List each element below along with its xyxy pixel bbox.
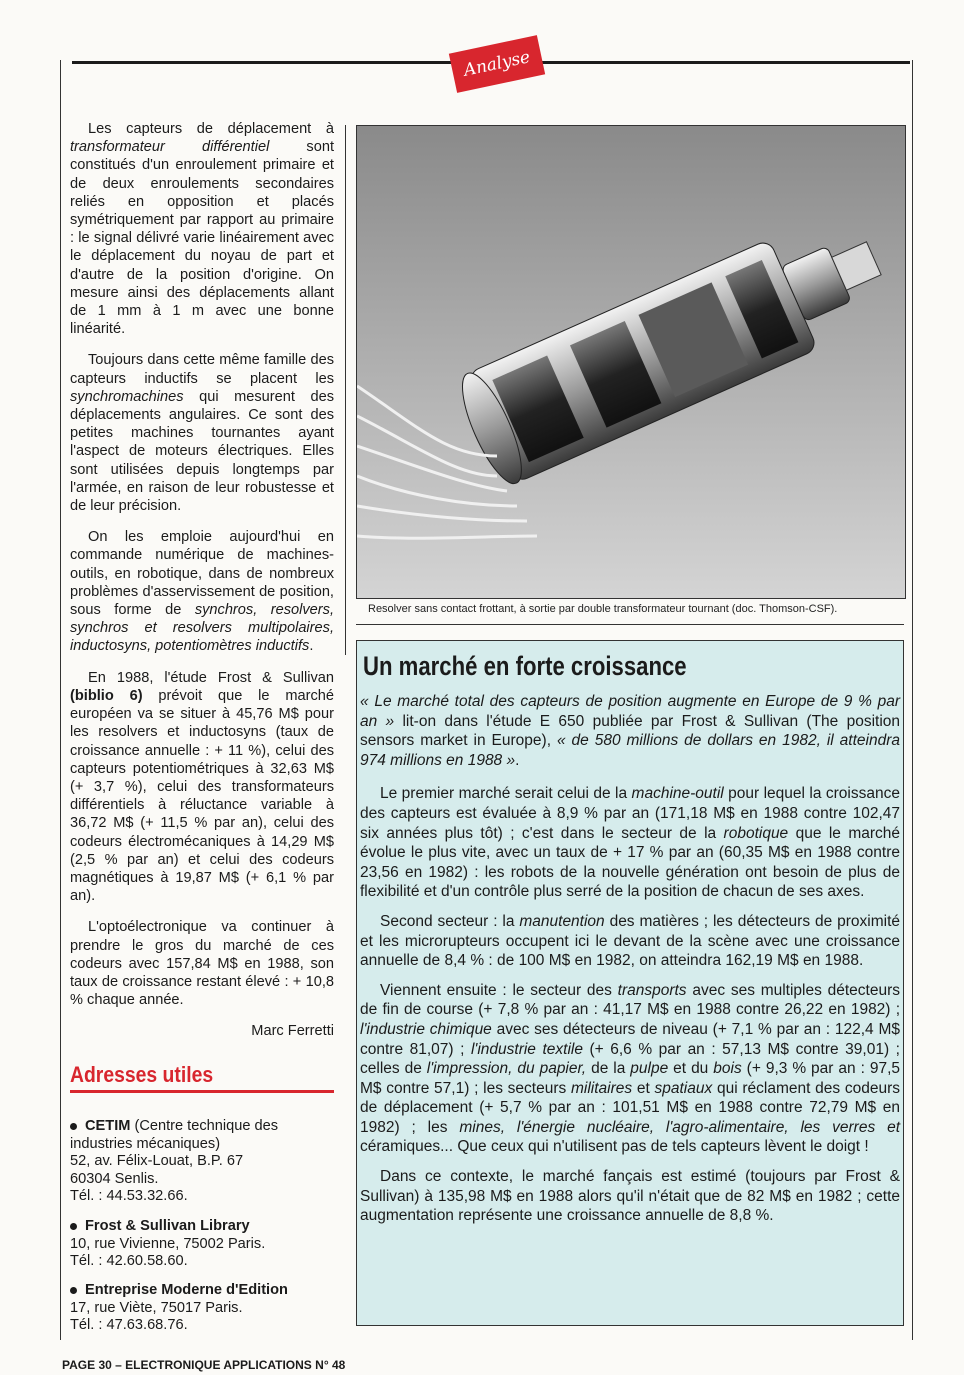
address-cetim: CETIM (Centre technique des industries mécaniques) 52, av. Félix-Louat, B.P. 67 60304 Senlis. Tél. : 44.53.32.66. [70, 1118, 279, 1204]
box-paragraph-4: Dans ce contexte, le marché fançais est estimé (toujours par Frost & Sullivan) à 135,98 M$ en 1988 alors qu'il n'était que de 82 M$ en 1982 ; cette augmentation représente une croissance annuelle de 8,8 %. [360, 1168, 900, 1225]
section-badge: Analyse [449, 35, 545, 93]
bullet-icon [70, 1287, 77, 1294]
box-title: Un marché en forte croissance [363, 651, 687, 681]
page-footer: PAGE 30 – ELECTRONIQUE APPLICATIONS N° 48 [62, 1358, 346, 1372]
address-frost-sullivan: Frost & Sullivan Library 10, rue Vivienne, 75002 Paris. Tél. : 42.60.58.60. [70, 1218, 266, 1269]
paragraph-5: L'optoélectronique va continuer à prendre le gros du marché de ces codeurs avec 157,84 M$ en 1988, son taux de croissance restant élevé : + 10,8 % chaque année. [70, 919, 334, 1009]
left-margin-rule [60, 60, 61, 1340]
address-entreprise-moderne: Entreprise Moderne d'Edition 17, rue Viète, 75017 Paris. Tél. : 47.63.68.76. [70, 1282, 288, 1333]
photo-caption: Resolver sans contact frottant, à sortie par double transformateur tournant (doc. Thomson-CSF). [368, 603, 838, 615]
caption-rule [356, 624, 904, 625]
box-intro: « Le marché total des capteurs de position augmente en Europe de 9 % par an » lit-on dans l'étude E 650 publiée par Frost & Sullivan (The position sensors market in Europe), « de 580 millions de dollars en 1982, il atteindra 974 millions en 1988 ». [360, 693, 901, 769]
addresses-title: Adresses utiles [70, 1062, 214, 1087]
paragraph-2: Toujours dans cette même famille des capteurs inductifs se placent les synchromachines qui mesurent des déplacements angulaires. Ce sont des petites machines tournantes ayant l'aspect de moteurs électriques. Elles sont utilisées depuis longtemps par l'armée, en raison de leur robustesse et de leur précision. [70, 352, 334, 515]
addresses-rule [70, 1090, 334, 1093]
paragraph-1: Les capteurs de déplacement à transformateur différentiel sont constitués d'un enroulement primaire et de deux enroulements secondaires reliés en opposition et placés symétriquement par rapport au primaire : le signal délivré varie linéairement avec le déplacement du noyau de part et d'autre de la position d'origine. On mesure ainsi des déplacements allant de 1 mm à 1 m avec une bonne linéarité. [70, 121, 334, 338]
box-paragraph-2: Second secteur : la manutention des matières ; les détecteurs de proximité et les microrupteurs occupent ici le devant de la scène avec une croissance annuelle de 8,4 % : de 100 M$ en 1982, on atteindra 162,19 M$ en 1988. [360, 912, 900, 970]
bullet-icon [70, 1123, 77, 1130]
paragraph-3: On les emploie aujourd'hui en commande numérique de machines-outils, en robotique, dans de nombreux problèmes d'asservissement de position, sous forme de synchros, resolvers, synchros et resolvers multipolaires, inductosyns, potentiomètres inductifs. [70, 529, 335, 655]
author: Marc Ferretti [251, 1023, 334, 1040]
resolver-illustration [357, 126, 905, 598]
right-margin-rule [912, 60, 913, 1340]
box-paragraph-1: Le premier marché serait celui de la machine-outil pour lequel la croissance des capteurs est évaluée à 8,9 % par an (171,18 M$ en 1988 contre 102,47 six années plus tôt) ; c'est dans le secteur de la robotique que le marché évolue le plus vite, avec un taux de + 17 % par an (60,35 M$ en 1988 contre 23,56 en 1982) : les robots de la nouvelle génération ont besoin de plus de flexibilité et d'un contrôle plus serré de la position de chacun de ses axes. [360, 785, 901, 901]
resolver-photo [356, 125, 906, 599]
bullet-icon [70, 1223, 77, 1230]
left-column [70, 120, 334, 1041]
column-separator [345, 125, 346, 655]
market-sidebar-box [356, 640, 904, 1326]
paragraph-4: En 1988, l'étude Frost & Sullivan (biblio 6) prévoit que le marché européen va se situer à 45,76 M$ pour les resolvers et inductosyns (taux de croissance annuelle : + 11 %), celui des capteurs potentiométriques à 32,63 M$ (+ 3,7 %), celui des transformateurs différentiels à réluctance variable à 36,72 M$ (+ 11,5 % par an), celui des codeurs électromécaniques à 14,29 M$ (2,5 % par an) et celui des codeurs magnétiques à 19,87 M$ (+ 6,1 % par an). [70, 669, 334, 905]
box-paragraph-3: Viennent ensuite : le secteur des transports avec ses multiples détecteurs de fin de course (+ 7,8 % par an : 41,17 M$ en 1988 contre 26,22 en 1982) ; l'industrie chimique avec ses détecteurs de niveau (+ 7,1 % par an : 122,4 M$ contre 81,07) ; l'industrie textile (+ 6,6 % par an : 57,13 M$ contre 39,01) ; celles de l'impression, du papier, de la pulpe et du bois (+ 9,3 % par an : 97,5 M$ contre 57,1) ; les secteurs militaires et spatiaux qui réclament des codeurs de déplacement (+ 5,7 % par an : 101,51 M$ en 1988 contre 72,79 M$ en 1982) ; les mines, l'énergie nucléaire, l'agro-alimentaire, les verres et céramiques... Que ceux qui n'utilisent pas de tels capteurs lèvent le doigt ! [360, 981, 901, 1156]
